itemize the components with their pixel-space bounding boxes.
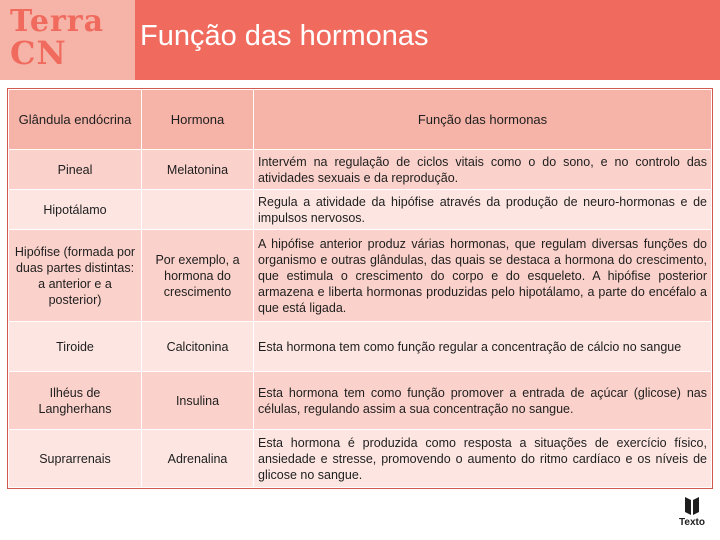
table-row — [9, 150, 712, 190]
function-cell: Esta hormona é produzida como resposta a situações de exercício físico, ansiedade e stresse, promovendo o aumento do ritmo cardíaco e os níveis de glicose no sangue. — [254, 430, 712, 488]
gland-cell: Pineal — [9, 150, 142, 190]
publisher-label: Texto — [679, 517, 705, 528]
gland-cell: Hipotálamo — [9, 190, 142, 230]
gland-cell: Hipófise (formada por duas partes distintas: a anterior e a posterior) — [9, 230, 142, 322]
hormone-cell — [142, 190, 254, 230]
hormone-table — [8, 89, 712, 488]
header-hormone: Hormona — [142, 90, 254, 150]
hormone-cell: Por exemplo, a hormona do crescimento — [142, 230, 254, 322]
texto-publisher-logo — [675, 495, 709, 533]
table-row — [9, 372, 712, 430]
hormone-cell: Calcitonina — [142, 322, 254, 372]
terra-cn-logo — [0, 0, 135, 80]
hormone-cell: Melatonina — [142, 150, 254, 190]
hormone-cell: Insulina — [142, 372, 254, 430]
logo-line-1: Terra — [10, 4, 105, 39]
function-cell: Esta hormona tem como função promover a entrada de açúcar (glicose) nas células, regulando assim a sua concentração no sangue. — [254, 372, 712, 430]
book-icon — [675, 495, 709, 517]
header-function: Função das hormonas — [254, 90, 712, 150]
page-title: Função das hormonas — [140, 20, 429, 52]
table-row — [9, 430, 712, 488]
table-row — [9, 190, 712, 230]
function-cell: Regula a atividade da hipófise através da produção de neuro-hormonas e de impulsos nervosos. — [254, 190, 712, 230]
gland-cell: Tiroide — [9, 322, 142, 372]
function-cell: Esta hormona tem como função regular a concentração de cálcio no sangue — [254, 322, 712, 372]
gland-cell: Suprarrenais — [9, 430, 142, 488]
table-row — [9, 230, 712, 322]
hormone-table-container — [7, 88, 713, 489]
function-cell: A hipófise anterior produz várias hormonas, que regulam diversas funções do organismo e outras glândulas, das quais se destaca a hormona do crescimento, que estimula o crescimento do corpo e do esqueleto. A hipófise posterior armazena e liberta hormonas produzidas pelo hipotálamo, a parte do encéfalo a que está ligada. — [254, 230, 712, 322]
gland-cell: Ilhéus de Langherhans — [9, 372, 142, 430]
hormone-cell: Adrenalina — [142, 430, 254, 488]
header-gland: Glândula endócrina — [9, 90, 142, 150]
header-banner — [0, 0, 720, 80]
function-cell: Intervém na regulação de ciclos vitais como o do sono, e no controlo das atividades sexuais e da reprodução. — [254, 150, 712, 190]
table-row — [9, 322, 712, 372]
logo-line-2: CN — [10, 34, 67, 72]
table-header-row — [9, 90, 712, 150]
